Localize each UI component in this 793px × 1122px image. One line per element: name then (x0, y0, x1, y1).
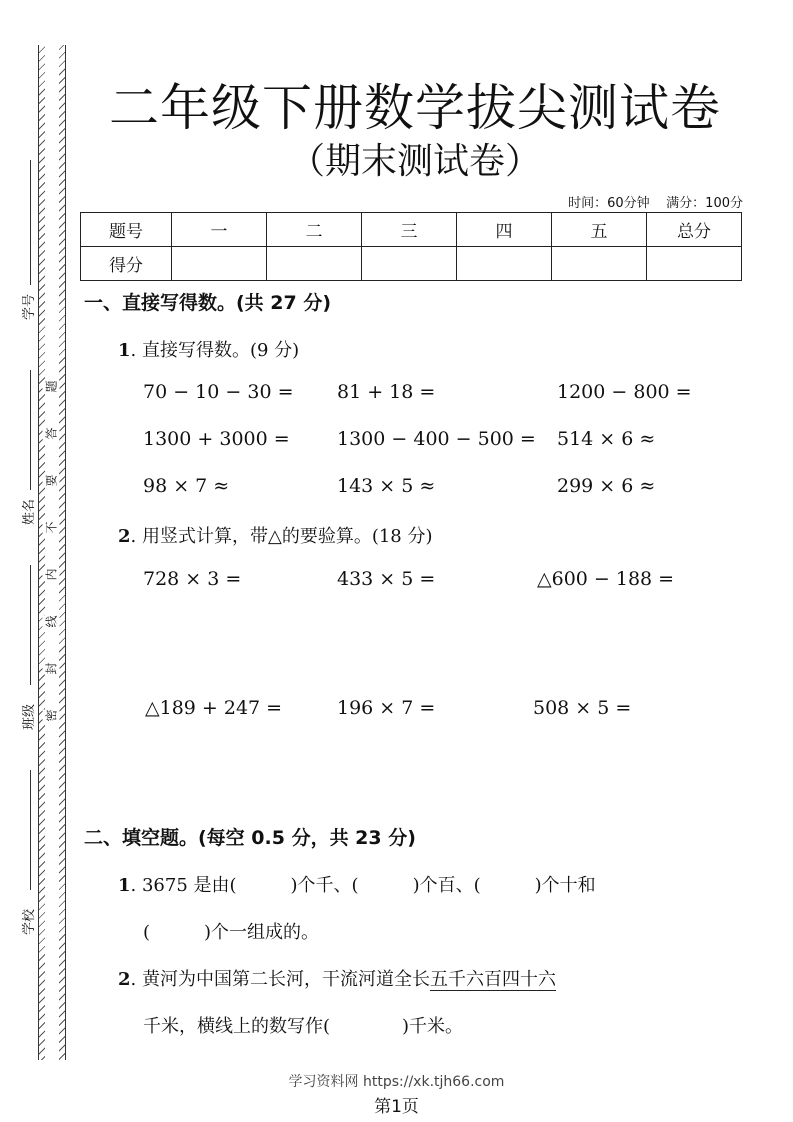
question-number: 1 (118, 340, 131, 361)
class-label: 班级 (22, 703, 37, 730)
question-2-2-cont: 千米，横线上的数写作( )千米。 (143, 1016, 464, 1037)
full-score: 满分：100分 (666, 196, 743, 211)
seal-char: 答 (44, 427, 59, 440)
seal-char: 封 (44, 662, 59, 675)
score-table (80, 212, 742, 281)
question-2-1 (118, 871, 596, 897)
score-cell[interactable] (552, 247, 647, 281)
score-header-cell: 题号 (81, 213, 172, 247)
math-expression: 433 × 5 = (337, 568, 436, 590)
question-text: . 用竖式计算，带△的要验算。(18 分) (130, 526, 433, 547)
score-header-cell: 总分 (647, 213, 742, 247)
student-id-line[interactable] (30, 160, 31, 285)
school-label: 学校 (22, 908, 37, 935)
question-text: . 3675 是由( )个千、( )个百、( )个十和 (130, 875, 596, 896)
score-header-cell: 五 (552, 213, 647, 247)
seal-char: 内 (44, 568, 59, 581)
student-id-label: 学号 (22, 293, 37, 320)
section-2-heading: 二、填空题。(每空 0.5 分，共 23 分) (84, 827, 416, 849)
math-expression: 143 × 5 ≈ (337, 475, 436, 497)
score-cell[interactable] (362, 247, 457, 281)
page-number: 第1页 (374, 1097, 419, 1117)
underlined-number-words: 五千六百四十六 (429, 969, 556, 990)
footer-site: 学习资料网 https://xk.tjh66.com (288, 1074, 505, 1090)
exam-meta (568, 192, 743, 211)
seal-char: 线 (44, 615, 59, 628)
score-row-label: 得分 (81, 247, 172, 281)
math-expression: 1300 − 400 − 500 = (337, 428, 536, 450)
score-header-cell: 一 (172, 213, 267, 247)
question-1-2 (118, 522, 433, 548)
math-expression: 508 × 5 = (533, 697, 632, 719)
student-name-label: 姓名 (22, 498, 37, 525)
score-cell[interactable] (267, 247, 362, 281)
math-expression: 514 × 6 ≈ (557, 428, 656, 450)
binding-margin (0, 0, 75, 1122)
question-number: 2 (118, 969, 131, 990)
math-expression: 70 − 10 − 30 = (143, 381, 294, 403)
seal-border (38, 45, 66, 1060)
score-cell[interactable] (457, 247, 552, 281)
score-cell[interactable] (647, 247, 742, 281)
question-1-1 (118, 336, 299, 362)
math-expression: 81 + 18 = (337, 381, 436, 403)
question-text: . 直接写得数。(9 分) (130, 340, 300, 361)
score-header-cell: 二 (267, 213, 362, 247)
math-expression: △600 − 188 = (537, 568, 675, 590)
seal-char: 题 (44, 380, 59, 393)
question-text: . 黄河为中国第二长河，干流河道全长 (130, 969, 430, 990)
class-line[interactable] (30, 565, 31, 685)
question-2-1-cont: ( )个一组成的。 (143, 922, 320, 943)
seal-char: 要 (44, 474, 59, 487)
math-expression: 1300 + 3000 = (143, 428, 290, 450)
page-subtitle: （期末测试卷） (288, 141, 541, 182)
score-header-cell: 三 (362, 213, 457, 247)
math-expression: △189 + 247 = (145, 697, 283, 719)
seal-char: 密 (44, 709, 59, 722)
time-limit: 时间：60分钟 (568, 196, 650, 211)
math-expression: 728 × 3 = (143, 568, 242, 590)
math-expression: 98 × 7 ≈ (143, 475, 230, 497)
math-expression: 299 × 6 ≈ (557, 475, 656, 497)
score-table-header-row (81, 213, 742, 247)
question-2-2 (118, 965, 556, 991)
score-table-score-row (81, 247, 742, 281)
section-1-heading: 一、直接写得数。(共 27 分) (84, 292, 332, 314)
school-line[interactable] (30, 770, 31, 890)
question-number: 1 (118, 875, 131, 896)
score-cell[interactable] (172, 247, 267, 281)
score-header-cell: 四 (457, 213, 552, 247)
student-name-line[interactable] (30, 370, 31, 490)
question-number: 2 (118, 526, 131, 547)
page-title: 二年级下册数学拔尖测试卷 (109, 79, 721, 137)
seal-char: 不 (44, 521, 59, 534)
math-expression: 1200 − 800 = (557, 381, 692, 403)
math-expression: 196 × 7 = (337, 697, 436, 719)
